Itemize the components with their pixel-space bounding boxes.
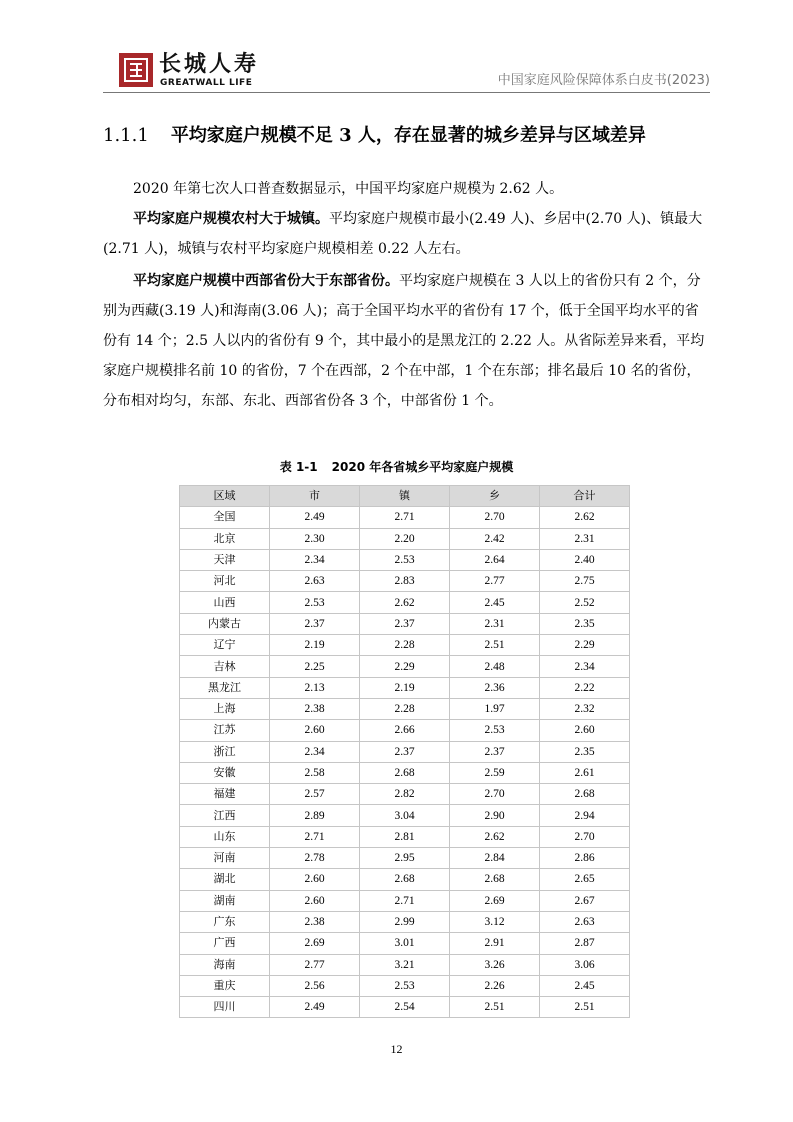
value-cell: 2.25 [270, 656, 360, 677]
paragraph-2 [103, 204, 711, 264]
value-cell: 2.69 [270, 933, 360, 954]
value-cell: 2.77 [270, 954, 360, 975]
paragraph-2-text: 平均家庭户规模市最小(2.49 人)、乡居中(2.70 人)、镇最大(2.71 人)，城镇与农村平均家庭户规模相差 0.22 人左右。 [103, 211, 703, 257]
table-row [180, 528, 630, 549]
table-row [180, 741, 630, 762]
table-row [180, 571, 630, 592]
value-cell: 2.35 [540, 613, 630, 634]
table-caption-number: 表 1-1 [279, 460, 318, 474]
region-cell: 河南 [180, 848, 270, 869]
value-cell: 2.28 [360, 635, 450, 656]
column-header: 乡 [450, 486, 540, 507]
value-cell: 2.60 [270, 720, 360, 741]
value-cell: 2.83 [360, 571, 450, 592]
table-row [180, 954, 630, 975]
value-cell: 2.61 [540, 762, 630, 783]
value-cell: 2.68 [360, 762, 450, 783]
value-cell: 2.62 [360, 592, 450, 613]
value-cell: 2.32 [540, 698, 630, 719]
region-cell: 四川 [180, 997, 270, 1018]
paragraph-2-lead: 平均家庭户规模农村大于城镇。 [133, 211, 329, 227]
table-row [180, 635, 630, 656]
value-cell: 2.58 [270, 762, 360, 783]
value-cell: 2.48 [450, 656, 540, 677]
value-cell: 2.94 [540, 805, 630, 826]
value-cell: 2.60 [540, 720, 630, 741]
value-cell: 2.51 [450, 997, 540, 1018]
value-cell: 2.99 [360, 911, 450, 932]
value-cell: 2.34 [270, 741, 360, 762]
table-header-row [180, 486, 630, 507]
table-row [180, 656, 630, 677]
region-cell: 重庆 [180, 975, 270, 996]
value-cell: 2.45 [450, 592, 540, 613]
value-cell: 2.38 [270, 698, 360, 719]
value-cell: 2.66 [360, 720, 450, 741]
value-cell: 2.53 [360, 549, 450, 570]
value-cell: 2.82 [360, 784, 450, 805]
region-cell: 辽宁 [180, 635, 270, 656]
value-cell: 2.31 [540, 528, 630, 549]
value-cell: 2.36 [450, 677, 540, 698]
paragraph-3-text: 平均家庭户规模在 3 人以上的省份只有 2 个，分别为西藏(3.19 人)和海南(3.06 人)；高于全国平均水平的省份有 17 个，低于全国平均水平的省份有 14 个；2.5 人以内的省份有 9 个，其中最小的是黑龙江的 2.22 人。从省际差异来看，平均家庭户规模排名前 10 的省份，7 个在西部，2 个在中部，1 个在东部；排名最后 10 名的省份，分布相对均匀，东部、东北、西部省份各 3 个，中部省份 1 个。 [103, 273, 705, 409]
table-row [180, 613, 630, 634]
value-cell: 2.77 [450, 571, 540, 592]
value-cell: 2.29 [540, 635, 630, 656]
region-cell: 天津 [180, 549, 270, 570]
logo-chinese-name: 长城人寿 [159, 51, 260, 77]
value-cell: 2.59 [450, 762, 540, 783]
table-caption [0, 459, 793, 475]
value-cell: 2.22 [540, 677, 630, 698]
value-cell: 2.51 [450, 635, 540, 656]
value-cell: 2.31 [450, 613, 540, 634]
header-divider [103, 92, 710, 93]
region-cell: 全国 [180, 507, 270, 528]
table-row [180, 784, 630, 805]
paragraph-3 [103, 266, 711, 416]
value-cell: 1.97 [450, 698, 540, 719]
paragraph-3-lead: 平均家庭户规模中西部省份大于东部省份。 [133, 273, 399, 289]
value-cell: 2.51 [540, 997, 630, 1018]
table-row [180, 507, 630, 528]
value-cell: 2.62 [540, 507, 630, 528]
value-cell: 2.71 [360, 507, 450, 528]
value-cell: 2.20 [360, 528, 450, 549]
region-cell: 江西 [180, 805, 270, 826]
value-cell: 2.69 [450, 890, 540, 911]
value-cell: 2.53 [450, 720, 540, 741]
region-cell: 福建 [180, 784, 270, 805]
table-caption-title: 2020 年各省城乡平均家庭户规模 [331, 460, 514, 474]
value-cell: 2.37 [360, 613, 450, 634]
region-cell: 江苏 [180, 720, 270, 741]
paragraph-1-text: 2020 年第七次人口普查数据显示，中国平均家庭户规模为 2.62 人。 [133, 181, 564, 197]
table-row [180, 826, 630, 847]
value-cell: 2.70 [450, 784, 540, 805]
region-cell: 浙江 [180, 741, 270, 762]
table-row [180, 869, 630, 890]
table-row [180, 933, 630, 954]
region-cell: 山东 [180, 826, 270, 847]
value-cell: 2.53 [270, 592, 360, 613]
table-row [180, 698, 630, 719]
table-row [180, 677, 630, 698]
value-cell: 2.84 [450, 848, 540, 869]
value-cell: 2.71 [360, 890, 450, 911]
value-cell: 2.75 [540, 571, 630, 592]
value-cell: 2.91 [450, 933, 540, 954]
value-cell: 2.45 [540, 975, 630, 996]
table-row [180, 911, 630, 932]
paragraph-1 [103, 174, 711, 204]
value-cell: 2.37 [360, 741, 450, 762]
column-header: 合计 [540, 486, 630, 507]
company-logo-icon [119, 53, 153, 87]
value-cell: 2.68 [360, 869, 450, 890]
value-cell: 2.13 [270, 677, 360, 698]
value-cell: 2.37 [270, 613, 360, 634]
region-cell: 湖南 [180, 890, 270, 911]
value-cell: 2.49 [270, 997, 360, 1018]
value-cell: 2.90 [450, 805, 540, 826]
value-cell: 3.12 [450, 911, 540, 932]
value-cell: 2.19 [360, 677, 450, 698]
section-heading [103, 124, 703, 148]
table-row [180, 848, 630, 869]
page-header [103, 40, 710, 94]
value-cell: 2.68 [450, 869, 540, 890]
column-header: 镇 [360, 486, 450, 507]
region-cell: 山西 [180, 592, 270, 613]
region-cell: 吉林 [180, 656, 270, 677]
value-cell: 3.01 [360, 933, 450, 954]
region-cell: 广东 [180, 911, 270, 932]
value-cell: 2.87 [540, 933, 630, 954]
table-row [180, 975, 630, 996]
value-cell: 2.89 [270, 805, 360, 826]
value-cell: 2.52 [540, 592, 630, 613]
value-cell: 2.34 [270, 549, 360, 570]
document-title: 中国家庭风险保障体系白皮书(2023) [497, 73, 710, 88]
region-cell: 河北 [180, 571, 270, 592]
value-cell: 2.38 [270, 911, 360, 932]
value-cell: 2.70 [540, 826, 630, 847]
value-cell: 2.35 [540, 741, 630, 762]
value-cell: 2.64 [450, 549, 540, 570]
value-cell: 2.37 [450, 741, 540, 762]
table-row [180, 805, 630, 826]
value-cell: 2.19 [270, 635, 360, 656]
value-cell: 2.49 [270, 507, 360, 528]
region-cell: 上海 [180, 698, 270, 719]
value-cell: 2.63 [540, 911, 630, 932]
page-number: 12 [390, 1042, 403, 1056]
region-cell: 黑龙江 [180, 677, 270, 698]
region-cell: 内蒙古 [180, 613, 270, 634]
value-cell: 2.60 [270, 890, 360, 911]
value-cell: 3.04 [360, 805, 450, 826]
region-cell: 海南 [180, 954, 270, 975]
section-number: 1.1.1 [103, 125, 149, 146]
column-header: 市 [270, 486, 360, 507]
value-cell: 2.54 [360, 997, 450, 1018]
table-row [180, 720, 630, 741]
value-cell: 2.62 [450, 826, 540, 847]
value-cell: 3.26 [450, 954, 540, 975]
logo-english-name: GREATWALL LIFE [160, 78, 253, 88]
column-header: 区域 [180, 486, 270, 507]
value-cell: 2.60 [270, 869, 360, 890]
region-cell: 北京 [180, 528, 270, 549]
table-row [180, 762, 630, 783]
value-cell: 2.70 [450, 507, 540, 528]
value-cell: 2.63 [270, 571, 360, 592]
value-cell: 3.21 [360, 954, 450, 975]
value-cell: 2.28 [360, 698, 450, 719]
value-cell: 3.06 [540, 954, 630, 975]
value-cell: 2.57 [270, 784, 360, 805]
table-row [180, 549, 630, 570]
table-row [180, 997, 630, 1018]
value-cell: 2.34 [540, 656, 630, 677]
region-cell: 广西 [180, 933, 270, 954]
value-cell: 2.68 [540, 784, 630, 805]
household-size-table [179, 485, 630, 1018]
value-cell: 2.40 [540, 549, 630, 570]
value-cell: 2.42 [450, 528, 540, 549]
value-cell: 2.30 [270, 528, 360, 549]
region-cell: 湖北 [180, 869, 270, 890]
value-cell: 2.71 [270, 826, 360, 847]
value-cell: 2.53 [360, 975, 450, 996]
section-title: 平均家庭户规模不足 3 人，存在显著的城乡差异与区域差异 [170, 125, 646, 146]
value-cell: 2.29 [360, 656, 450, 677]
value-cell: 2.56 [270, 975, 360, 996]
value-cell: 2.78 [270, 848, 360, 869]
value-cell: 2.26 [450, 975, 540, 996]
table-row [180, 890, 630, 911]
value-cell: 2.86 [540, 848, 630, 869]
table-row [180, 592, 630, 613]
region-cell: 安徽 [180, 762, 270, 783]
value-cell: 2.95 [360, 848, 450, 869]
value-cell: 2.65 [540, 869, 630, 890]
value-cell: 2.81 [360, 826, 450, 847]
value-cell: 2.67 [540, 890, 630, 911]
